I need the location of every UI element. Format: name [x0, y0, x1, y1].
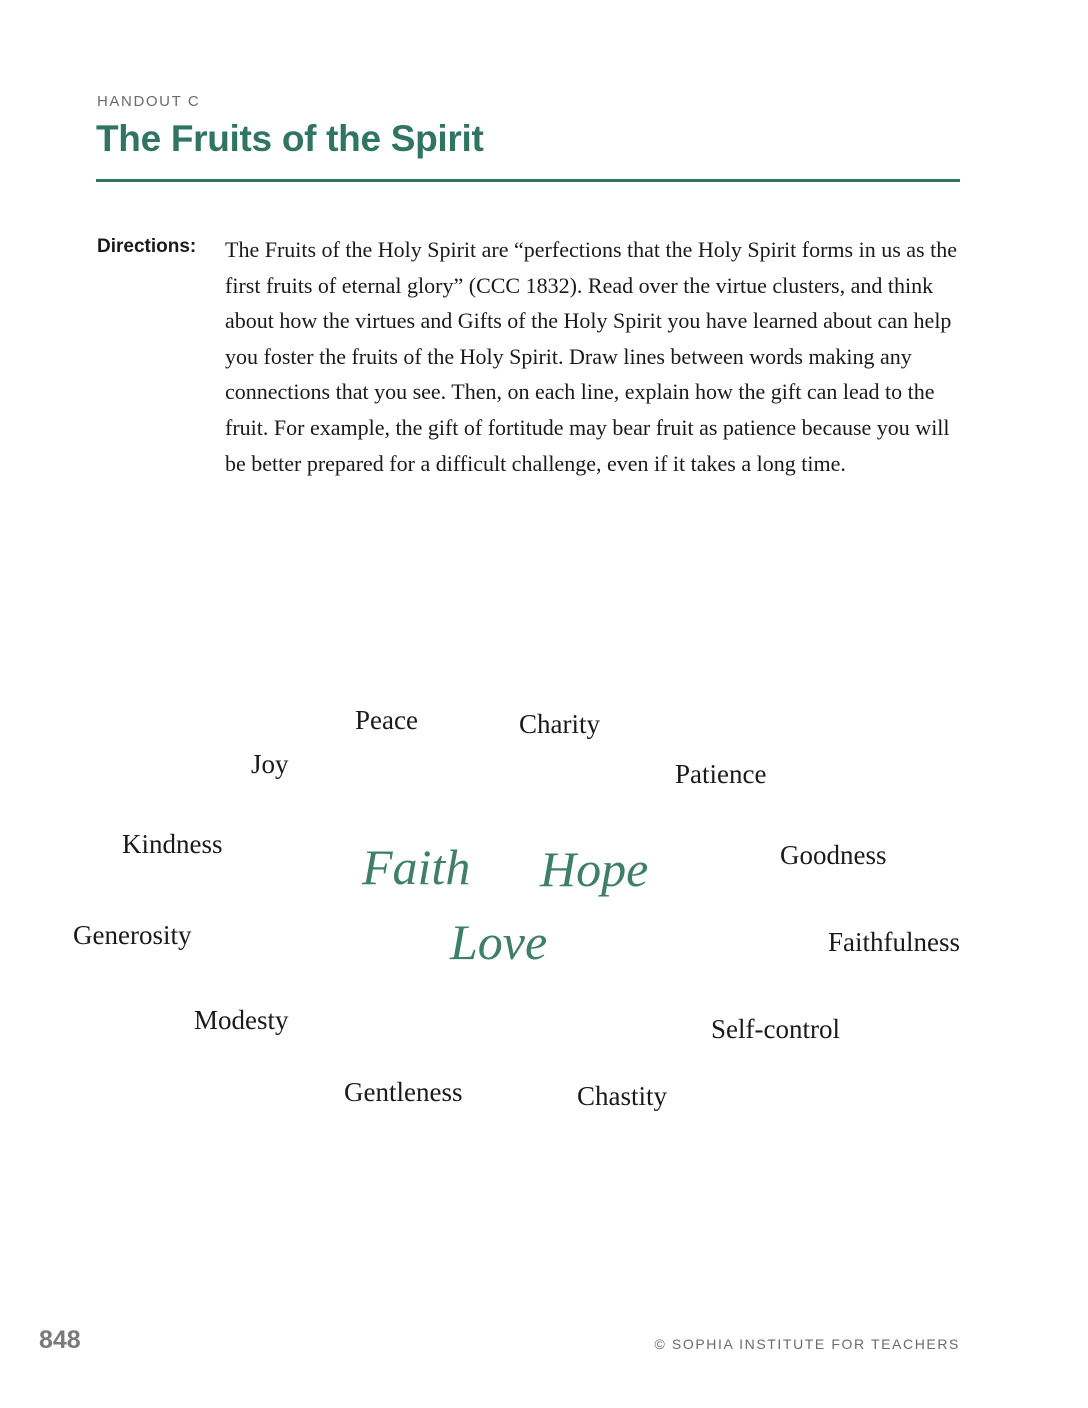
fruit-generosity: Generosity	[73, 920, 192, 950]
fruit-kindness: Kindness	[122, 829, 223, 859]
copyright-notice: © SOPHIA INSTITUTE FOR TEACHERS	[654, 1336, 960, 1352]
fruit-charity: Charity	[519, 709, 600, 739]
fruit-faithfulness: Faithfulness	[828, 927, 960, 957]
fruit-gentleness: Gentleness	[344, 1077, 463, 1107]
fruit-patience: Patience	[675, 759, 767, 789]
fruit-goodness: Goodness	[780, 840, 887, 870]
virtue-love: Love	[450, 914, 548, 970]
page-title: The Fruits of the Spirit	[96, 118, 484, 159]
page-number: 848	[39, 1326, 81, 1354]
directions-label: Directions:	[97, 236, 197, 257]
fruit-joy: Joy	[251, 749, 289, 779]
title-divider	[96, 179, 960, 182]
virtue-hope: Hope	[540, 841, 649, 897]
handout-label: HANDOUT C	[97, 93, 201, 110]
fruit-self-control: Self-control	[711, 1014, 840, 1044]
directions-text: The Fruits of the Holy Spirit are “perfections that the Holy Spirit forms in us as the first fruits of eternal glory” (CCC 1832). Read over the virtue clusters, and think about how the virtues and Gifts of the Holy Spirit you have learned about can help you foster the fruits of the Holy Spirit. Draw lines between words making any connections that you see. Then, on each line, explain how the gift can lead to the fruit. For example, the gift of fortitude may bear fruit as patience because you will be better prepared for a difficult challenge, even if it takes a long time.	[225, 237, 957, 476]
virtue-faith: Faith	[362, 839, 471, 895]
fruit-modesty: Modesty	[194, 1005, 289, 1035]
fruit-chastity: Chastity	[577, 1081, 668, 1111]
fruit-peace: Peace	[355, 705, 418, 735]
